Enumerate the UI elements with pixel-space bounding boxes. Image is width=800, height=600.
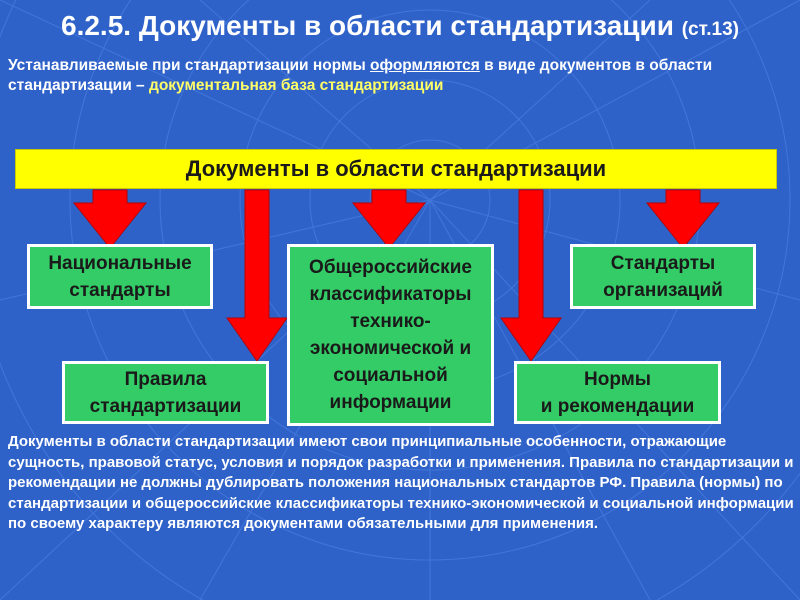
- arrow-to-classifiers: [353, 190, 425, 248]
- node-label-line: Правила: [124, 368, 207, 390]
- node-label-line: стандартизации: [89, 395, 242, 417]
- node-label-line: экономической и: [309, 338, 472, 359]
- intro-highlight: документальная база стандартизации: [148, 77, 444, 94]
- bottom-text: Документы в области стандартизации имеют свои принципиальные особенности, отражающие сущность, правовой статус, условия и порядок разработки и применения. Правила по стандартизации и рекомендации не должны дублировать положения национальных стандартов РФ. Правила (нормы) по стандартизации и общероссийские классификаторы технико-экономической и социальной информации по своему характеру являются документами обязательными для применения.: [8, 433, 794, 532]
- title-main: 6.2.5. Документы в области стандартизации: [61, 10, 674, 41]
- arrow-to-organizations: [647, 190, 719, 248]
- intro-part-2: в виде документов в области стандартизации –: [8, 57, 713, 94]
- node-label-line: Стандарты: [610, 252, 716, 274]
- node-label-line: стандарты: [69, 279, 171, 301]
- node-standardization-rules: [62, 361, 269, 424]
- node-label-line: Общероссийские: [309, 257, 472, 278]
- node-label-line: информации: [329, 392, 452, 413]
- node-label-line: Нормы: [584, 368, 651, 390]
- arrow-to-rules: [227, 190, 287, 361]
- node-organization-standards: [570, 244, 756, 309]
- node-national-standards: [27, 244, 213, 309]
- arrow-to-national: [74, 190, 146, 248]
- node-label-line: классификаторы: [309, 284, 472, 305]
- intro-part-1: Устанавливаемые при стандартизации нормы: [8, 57, 370, 74]
- node-classifiers: [287, 244, 494, 426]
- node-label-line: и рекомендации: [540, 395, 695, 417]
- node-label-line: технико-: [350, 311, 431, 332]
- node-label-line: социальной: [333, 365, 448, 386]
- intro-underlined-word: оформляются: [370, 57, 480, 74]
- node-norms-recommendations: [514, 361, 721, 424]
- node-label-line: Национальные: [48, 252, 192, 274]
- arrow-to-norms: [501, 190, 561, 361]
- title-reference: (ст.13): [681, 19, 739, 40]
- node-label-line: организаций: [603, 279, 723, 301]
- root-banner: Документы в области стандартизации: [15, 149, 777, 189]
